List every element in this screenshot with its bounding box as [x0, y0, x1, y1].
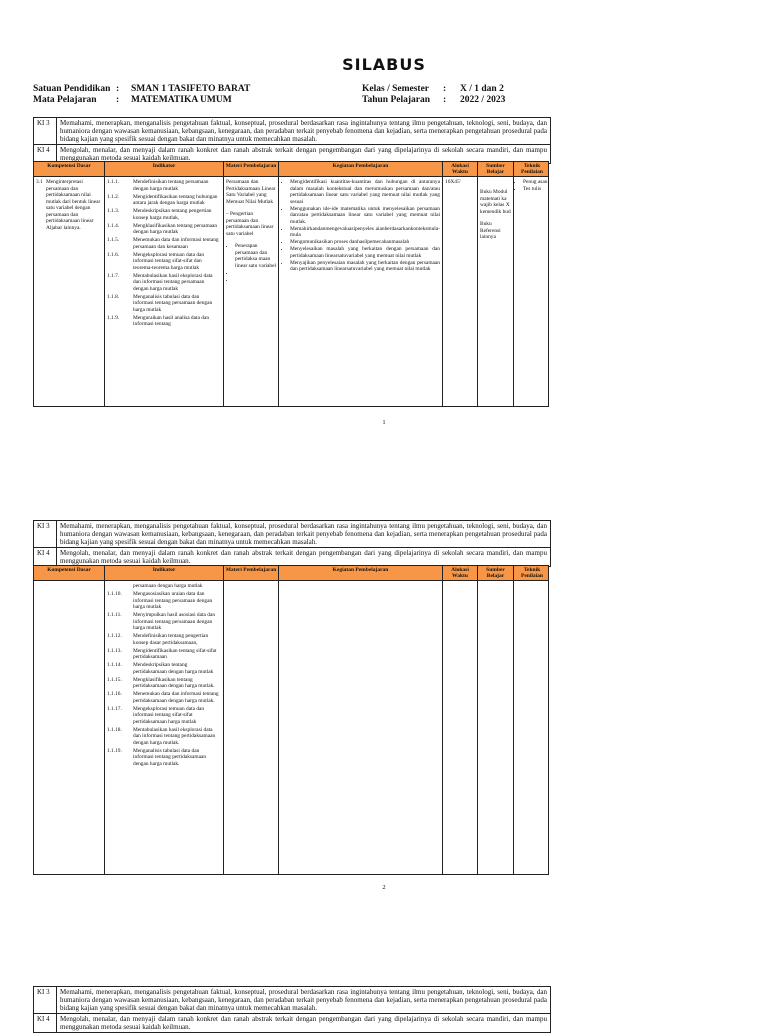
header-kompetensi: Kompetensi Dasar	[47, 163, 91, 169]
indicator-text: Menemukan data dan informasi tentang persamaan dan kesamaan	[133, 237, 219, 250]
indicator-number: 1.1.11.	[107, 612, 122, 618]
ki-table	[33, 117, 551, 164]
indicator-text: Mendefinisikan tentang pengertian konsep dasar pertidaksamaan,	[133, 633, 209, 646]
indicator-item	[107, 748, 221, 768]
indicator-item	[107, 194, 221, 207]
sumber-cell	[477, 177, 513, 407]
indicator-text: Menyimpulkan hasil asosiasi data dan informasi tentang persamaan dengan harga mutlak	[133, 612, 216, 631]
materi-item	[235, 270, 276, 277]
indicator-text: Mengklasifikasikan tentang pertidaksamaan dengan harga mutlak.	[133, 676, 215, 689]
indicator-item	[107, 648, 221, 661]
indicator-text: Mengasosiasikan uraian data dan informasi tentang persamaan dengan harga mutlak	[133, 591, 213, 610]
table-body	[34, 177, 548, 407]
ki4-text: Mengolah, menalar, dan menyaji dalam ranah konkret dan ranah abstrak terkait dengan pengembangan dari yang dipelajarinya di sekolah secara mandiri, dan mampu menggunakan metoda sesuai kaidah keilmuan.	[56, 1014, 550, 1032]
header-teknik: Teknik Penilaian	[513, 162, 550, 176]
teknik-cell-p2	[513, 581, 550, 875]
indicator-text: Menganalisis tabulasi data dan informasi tentang persamaan dengan harga mutlak	[133, 293, 213, 313]
kegiatan-cell	[278, 177, 442, 407]
indikator-cell	[104, 177, 223, 407]
kegiatan-item: • Mengomunikasikan proses danhasilpemecahanmasalah	[290, 239, 440, 246]
indicator-text: Mengidentifikasikan tentang sifat-sifat pertidaksamaan	[133, 647, 217, 660]
kd-cell	[34, 177, 104, 407]
indicator-number: 1.1.7.	[107, 272, 120, 279]
indicator-item	[107, 727, 221, 747]
header-materi: Materi Pembelajaran	[223, 162, 278, 176]
ki3-label: KI 3	[37, 522, 50, 530]
kegiatan-item: • Memahirkandanmengevaluasipenyeles aianberdasarkankonteksmula-mula	[290, 226, 440, 239]
header-sumber: Sumber Belajar	[477, 566, 513, 580]
kegiatan-item: • Mengidentifikasi kuantitas-kuantitas dan hubungan di antaranya dalam masalah kontekstual dan merumuskan persamaan dan/atau pertidaksamaan linear satu variabel yang memuat nilai mutlak yang sesuai	[290, 179, 440, 205]
indicator-number: 1.1.2.	[107, 193, 120, 200]
indicator-number: 1.1.14.	[107, 662, 122, 668]
indicator-text: Mengeksplorasi temuan data dan informasi tentang sifat-sifat dan teorema-teorema harga mutlak	[133, 251, 205, 271]
indicator-number: 1.1.12.	[107, 633, 122, 639]
teknik-item: • Penug asan	[523, 179, 548, 186]
indicator-item	[107, 677, 221, 690]
alokasi-cell-p2	[442, 581, 477, 875]
table-header	[34, 162, 548, 177]
ki-table-p2	[33, 520, 551, 567]
indicator-text: Mengklasifikasikan tentang persamaan dengan harga mutlak	[133, 222, 218, 235]
indicator-number: 1.1.4.	[107, 222, 120, 229]
ki3-text: Memahami, menerapkan, menganalisis pengetahuan faktual, konseptual, prosedural berdasarkan rasa ingintahunya tentang ilmu pengetahuan, teknologi, seni, budaya, dan humaniora dengan wawasan kemanusiaan, kebangsaan, kenegaraan, dan peradaban terkait penyebab fenomena dan kejadian, serta menerapkan pengetahuan prosedural pada bidang kajian yang spesifik sesuai dengan bakat dan minatnya untuk memecahkan masalah.	[56, 987, 550, 1013]
materi-item: • Penerapan persamaan dan pertidaksa maan linear satu variabel	[235, 243, 276, 269]
table-body-p2	[34, 581, 548, 875]
indicator-number: 1.1.19.	[107, 747, 122, 754]
ki3-text: Memahami, menerapkan, menganalisis pengetahuan faktual, konseptual, prosedural berdasarkan rasa ingintahunya tentang ilmu pengetahuan, teknologi, seni, budaya, dan humaniora dengan wawasan kemanusiaan, kebangsaan, kenegaraan, dan peradaban terkait penyebab fenomena dan kejadian, serta menerapkan pengetahuan prosedural pada bidang kajian yang spesifik sesuai dengan bakat dan minatnya untuk memecahkan masalah.	[56, 521, 550, 547]
header-materi: Materi Pembelajaran	[223, 566, 278, 580]
indicator-item	[107, 662, 221, 675]
indicator-text: Mentabulasikan hasil eksplorasi data dan informasi tentang persamaan dengan harga mutlak	[133, 272, 213, 292]
indicator-item	[107, 691, 221, 704]
indicator-number: 1.1.18.	[107, 726, 122, 733]
ki4-text: Mengolah, menalar, dan menyaji dalam ranah konkret dan ranah abstrak terkait dengan pengembangan dari yang dipelajarinya di sekolah secara mandiri, dan mampu menggunakan metoda sesuai kaidah keilmuan.	[56, 548, 550, 566]
indicator-number: 1.1.15.	[107, 676, 122, 683]
indicator-text: Mendeskripsikan tentang pertidaksamaan dengan harga mutlak	[133, 662, 214, 675]
indicator-item	[107, 252, 221, 272]
indicator-item	[107, 706, 221, 726]
indicator-item	[107, 612, 221, 632]
alokasi-value: 16X45'	[445, 179, 461, 185]
indicator-text: Mendefinisikan tentang persamaan dengan harga mutlak	[133, 179, 209, 192]
indicator-item	[107, 237, 221, 250]
syllabus-table-p2	[33, 565, 549, 875]
ki3-label: KI 3	[37, 988, 50, 996]
materi-title: Persamaan dan Pertidaksamaan Linear Satu Variabel yang Memuat Nilai Mutlak	[226, 179, 276, 205]
materi-list	[226, 243, 276, 283]
header-alokasi: Alokasi Waktu	[442, 162, 477, 176]
sumber-1: Buku Modul matemati ka wajib kelas X kemendik bud	[480, 189, 511, 215]
materi-cell-p2	[223, 581, 278, 875]
indicator-text: Mengeksplorasi temuan data dan informasi tentang sifat-sifat pertidaksamaan harga mutlak	[133, 705, 205, 725]
teknik-cell	[513, 177, 550, 407]
indicator-text: Menemukan data dan informasi tentang pertidaksamaan dengan harga mutlak.	[133, 691, 219, 704]
ki3-label: KI 3	[37, 119, 50, 127]
indicator-number: 1.1.1.	[107, 179, 120, 185]
indicator-number: 1.1.5.	[107, 237, 120, 243]
materi-item	[235, 277, 276, 284]
ki4-label: KI 4	[37, 549, 50, 557]
syllabus-table-p1	[33, 161, 549, 407]
kegiatan-list	[281, 179, 440, 273]
sumber-cell-p2	[477, 581, 513, 875]
page-number-2: 2	[382, 884, 386, 891]
page-number-1: 1	[382, 419, 386, 426]
ki3-text: Memahami, menerapkan, menganalisis pengetahuan faktual, konseptual, prosedural berdasarkan rasa ingintahunya tentang ilmu pengetahuan, teknologi, seni, budaya, dan humaniora dengan wawasan kemanusiaan, kebangsaan, kenegaraan, dan peradaban terkait penyebab fenomena dan kejadian, serta menerapkan pengetahuan prosedural pada bidang kajian yang spesifik sesuai dengan bakat dan minatnya untuk memecahkan masalah.	[56, 118, 550, 144]
table-header-p2	[34, 566, 548, 581]
kegiatan-item: • Menggunakan ide-ide matematika untuk menyelesaikan persamaan dan/atau pertidaksamaan linear satu variabel yang memuat nilai mutlak.	[290, 206, 440, 226]
indicator-item	[107, 273, 221, 293]
indicator-number: 1.1.9.	[107, 314, 120, 321]
indicator-item	[107, 633, 221, 646]
ki3-row-p3	[34, 987, 550, 1014]
indicator-item	[107, 294, 221, 314]
indicator-text: Mendeskripsikan tentang pengertian konsep harga mutlak,	[133, 208, 212, 221]
header-kegiatan: Kegiatan Pembelajaran	[278, 162, 442, 176]
sumber-2: Buku Referensi lainnya	[480, 221, 501, 240]
indicator-text: Menguraikan hasil analisa data dan informasi tentang	[133, 314, 210, 327]
page-title: SILABUS	[342, 55, 426, 74]
indicator-number: 1.1.16.	[107, 691, 122, 697]
teknik-list	[514, 179, 548, 193]
ki3-row-p2	[34, 521, 550, 548]
indicator-text: Mengidentifikasikan tentang hubungan antara jarak dengan harga mutlak	[133, 193, 218, 206]
header-alokasi: Alokasi Waktu	[442, 566, 477, 580]
ki4-label: KI 4	[37, 146, 50, 154]
ki4-text: Mengolah, menalar, dan menyaji dalam ranah konkret dan ranah abstrak terkait dengan pengembangan dari yang dipelajarinya di sekolah secara mandiri, dan mampu menggunakan metoda sesuai kaidah keilmuan.	[56, 145, 550, 163]
ki3-row	[34, 118, 550, 145]
kd-number: 3.1	[36, 179, 43, 185]
materi-sub: – Pengertian persamaan dan pertidaksamaan linear satu variabel	[226, 211, 274, 237]
kd-text: Menginterpretasi persamaan dan pertidaksamaan nilai mutlak dari bentuk linear satu variabel dengan persamaan dan pertidaksamaan linear Aljabar lainnya.	[46, 179, 101, 231]
indicator-tail: persamaan dengan harga mutlak	[133, 583, 203, 589]
ki-table-p3	[33, 986, 551, 1033]
indicator-number: 1.1.17.	[107, 705, 122, 712]
indicator-number: 1.1.10.	[107, 591, 122, 597]
indicator-item	[107, 208, 221, 221]
indicator-text: Mentabulasikan hasil eksplorasi data dan informasi tentang pertidaksamaan dengan harga mutlak.	[133, 726, 216, 746]
indicator-item	[107, 179, 221, 192]
indicator-number: 1.1.6.	[107, 251, 120, 258]
indicator-number: 1.1.13.	[107, 647, 122, 654]
kegiatan-item: • Menyajikan penyelesaian masalah yang berkaitan dengan persamaan dan pertidaksamaan linearsatuvariabel yang memuat nilai mutlak	[290, 260, 440, 273]
indicator-item	[107, 315, 221, 328]
kegiatan-item: • Menyelesaikan masalah yang berkaitan dengan persamaan dan pertidaksamaan linearsatuvariabel yang memuat nilai mutlak	[290, 246, 440, 259]
header-sumber: Sumber Belajar	[477, 162, 513, 176]
indicator-number: 1.1.3.	[107, 208, 120, 214]
indicator-item	[107, 591, 221, 611]
indicator-text: Menganalisis tabulasi data dan informasi tentang pertidaksamaan dengan harga mutlak.	[133, 747, 207, 767]
alokasi-cell	[442, 177, 477, 407]
indicator-item	[107, 223, 221, 236]
header-kegiatan: Kegiatan Pembelajaran	[278, 566, 442, 580]
header-teknik: Teknik Penilaian	[513, 566, 550, 580]
teknik-item: • Tes tulis	[523, 186, 548, 193]
indikator-cell-p2	[104, 581, 223, 875]
kegiatan-cell-p2	[278, 581, 442, 875]
header-kompetensi: Kompetensi Dasar	[47, 567, 91, 573]
ki4-label: KI 4	[37, 1015, 50, 1023]
header-indikator: Indikator	[104, 162, 223, 176]
indicator-number: 1.1.8.	[107, 293, 120, 300]
kd-cell-p2	[34, 581, 104, 875]
materi-cell	[223, 177, 278, 407]
header-indikator: Indikator	[104, 566, 223, 580]
